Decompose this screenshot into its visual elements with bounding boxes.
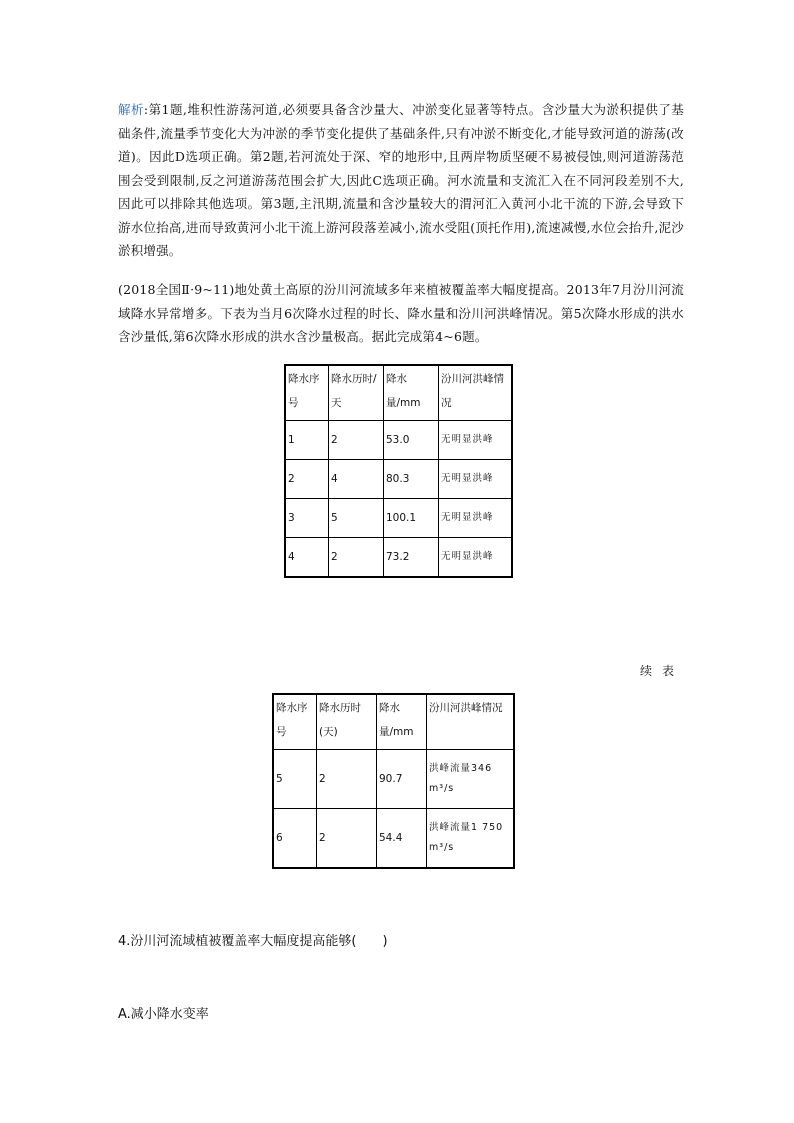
table-row — [285, 538, 512, 578]
table-header-row — [273, 694, 514, 750]
table-cell: 100.1 — [384, 499, 439, 538]
option-a: A.减小降水变率 — [118, 1007, 209, 1022]
table-cell: 洪峰流量1 750 m³/s — [427, 809, 515, 869]
table-cell: 53.0 — [384, 421, 439, 460]
table-row — [285, 460, 512, 499]
table-cell: 2 — [317, 809, 377, 869]
precipitation-table — [284, 364, 513, 578]
table-row — [273, 750, 514, 809]
table-cell: 73.2 — [384, 538, 439, 578]
table-header-row — [285, 365, 512, 421]
analysis-paragraph — [118, 98, 684, 263]
table-cell: 2 — [329, 538, 384, 578]
table-cell: 54.4 — [377, 809, 427, 869]
analysis-text: :第1题,堆积性游荡河道,必须要具备含沙量大、冲淤变化显著等特点。含沙量大为淤积提供了基础条件,流量季节变化大为冲淤的季节变化提供了基础条件,只有冲淤不断变化,才能导致河道的游荡(改道)。因此D选项正确。第2题,若河流处于深、窄的地形中,且两岸物质坚硬不易被侵蚀,则河道游荡范围会受到限制,反之河道游荡范围会扩大,因此C选项正确。河水流量和支流汇入在不同河段差别不大,因此可以排除其他选项。第3题,主汛期,流量和含沙量较大的渭河汇入黄河小北干流的下游,会导致下游水位抬高,进而导致黄河小北干流上游河段落差减小,流水受阻(顶托作用),流速减慢,水位会抬升,泥沙淤积增强。 — [118, 102, 684, 258]
table-cell: 5 — [273, 750, 317, 809]
header-cell: 降水量/mm — [377, 694, 427, 750]
header-cell: 降水历时(天) — [317, 694, 377, 750]
question-4: 4.汾川河流域植被覆盖率大幅度提高能够( ) — [118, 934, 388, 949]
question-intro: (2018全国Ⅱ·9~11)地处黄土高原的汾川河流域多年来植被覆盖率大幅度提高。2013年7月汾川河流域降水异常增多。下表为当月6次降水过程的时长、降水量和汾川河洪峰情况。第5次降水形成的洪水含沙量低,第6次降水形成的洪水含沙量极高。据此完成第4~6题。 — [118, 282, 684, 344]
analysis-label: 解析 — [118, 102, 144, 117]
table-row — [285, 499, 512, 538]
table-cell: 1 — [285, 421, 329, 460]
header-cell: 降水量/mm — [384, 365, 439, 421]
table-cell: 80.3 — [384, 460, 439, 499]
table-cell: 2 — [317, 750, 377, 809]
table-cell: 无明显洪峰 — [439, 460, 513, 499]
table-cell: 3 — [285, 499, 329, 538]
table-cell: 2 — [329, 421, 384, 460]
header-cell: 降水历时/天 — [329, 365, 384, 421]
table-row — [273, 809, 514, 869]
table-cell: 6 — [273, 809, 317, 869]
header-cell: 降水序号 — [273, 694, 317, 750]
header-cell: 降水序号 — [285, 365, 329, 421]
table-cell: 无明显洪峰 — [439, 499, 513, 538]
precipitation-table-continued — [272, 693, 515, 869]
table-cell: 5 — [329, 499, 384, 538]
table-cell: 洪峰流量346 m³/s — [427, 750, 515, 809]
table-cell: 4 — [329, 460, 384, 499]
continued-label: 续表 — [640, 664, 685, 678]
table-cell: 无明显洪峰 — [439, 538, 513, 578]
table-row — [285, 421, 512, 460]
header-cell: 汾川河洪峰情况 — [427, 694, 515, 750]
table-cell: 无明显洪峰 — [439, 421, 513, 460]
table-cell: 90.7 — [377, 750, 427, 809]
header-cell: 汾川河洪峰情况 — [439, 365, 513, 421]
table-cell: 4 — [285, 538, 329, 578]
table-cell: 2 — [285, 460, 329, 499]
